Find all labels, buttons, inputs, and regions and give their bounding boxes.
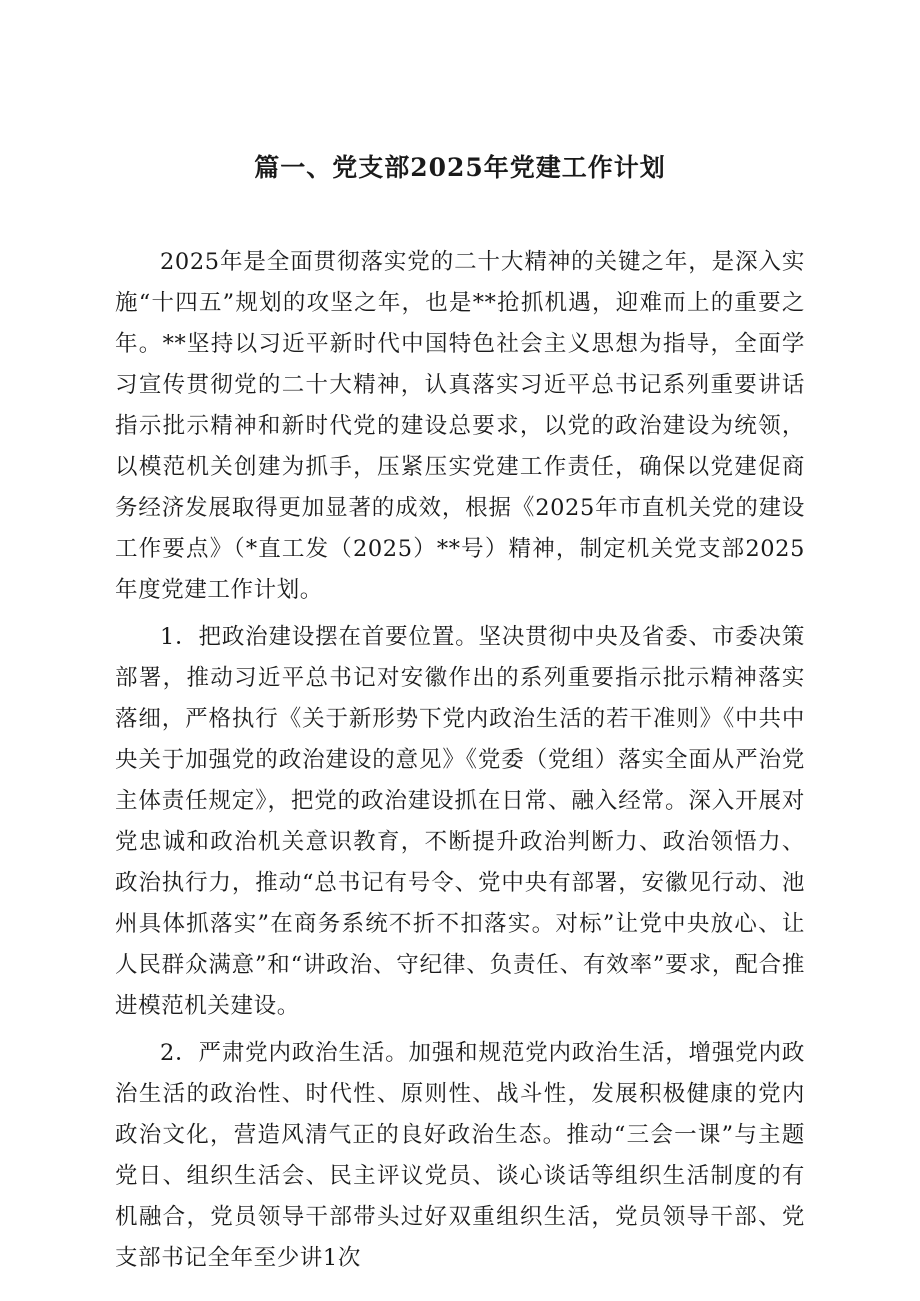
paragraph-intro: 2025年是全面贯彻落实党的二十大精神的关键之年，是深入实施“十四五”规划的攻坚之年，也是**抢抓机遇，迎难而上的重要之年。**坚持以习近平新时代中国特色社会主义思想为指导，全面学习宣传贯彻党的二十大精神，认真落实习近平总书记系列重要讲话指示批示精神和新时代党的建设总要求，以党的政治建设为统领，以模范机关创建为抓手，压紧压实党建工作责任，确保以党建促商务经济发展取得更加显著的成效，根据《2025年市直机关党的建设工作要点》（*直工发（2025）**号）精神，制定机关党支部2025年度党建工作计划。 bbox=[115, 249, 805, 603]
paragraph-item-1: 1．把政治建设摆在首要位置。坚决贯彻中央及省委、市委决策部署，推动习近平总书记对安徽作出的系列重要指示批示精神落实落细，严格执行《关于新形势下党内政治生活的若干准则》《中共中央关于加强党的政治建设的意见》《党委（党组）落实全面从严治党主体责任规定》，把党的政治建设抓在日常、融入经常。深入开展对党忠诚和政治机关意识教育，不断提升政治判断力、政治领悟力、政治执行力，推动“总书记有号令、党中央有部署，安徽见行动、池州具体抓落实”在商务系统不折不扣落实。对标”让党中央放心、让人民群众满意”和“讲政治、守纪律、负责任、有效率”要求，配合推进模范机关建设。 bbox=[115, 624, 805, 1019]
document-body bbox=[115, 242, 805, 1285]
document-title: 篇一、党支部2025年党建工作计划 bbox=[254, 153, 666, 182]
paragraph-item-2: 2．严肃党内政治生活。加强和规范党内政治生活，增强党内政治生活的政治性、时代性、原则性、战斗性，发展积极健康的党内政治文化，营造风清气正的良好政治生态。推动“三会一课”与主题党日、组织生活会、民主评议党员、谈心谈话等组织生活制度的有机融合，党员领导干部带头过好双重组织生活，党员领导干部、党支部书记全年至少讲1次 bbox=[115, 1040, 805, 1271]
